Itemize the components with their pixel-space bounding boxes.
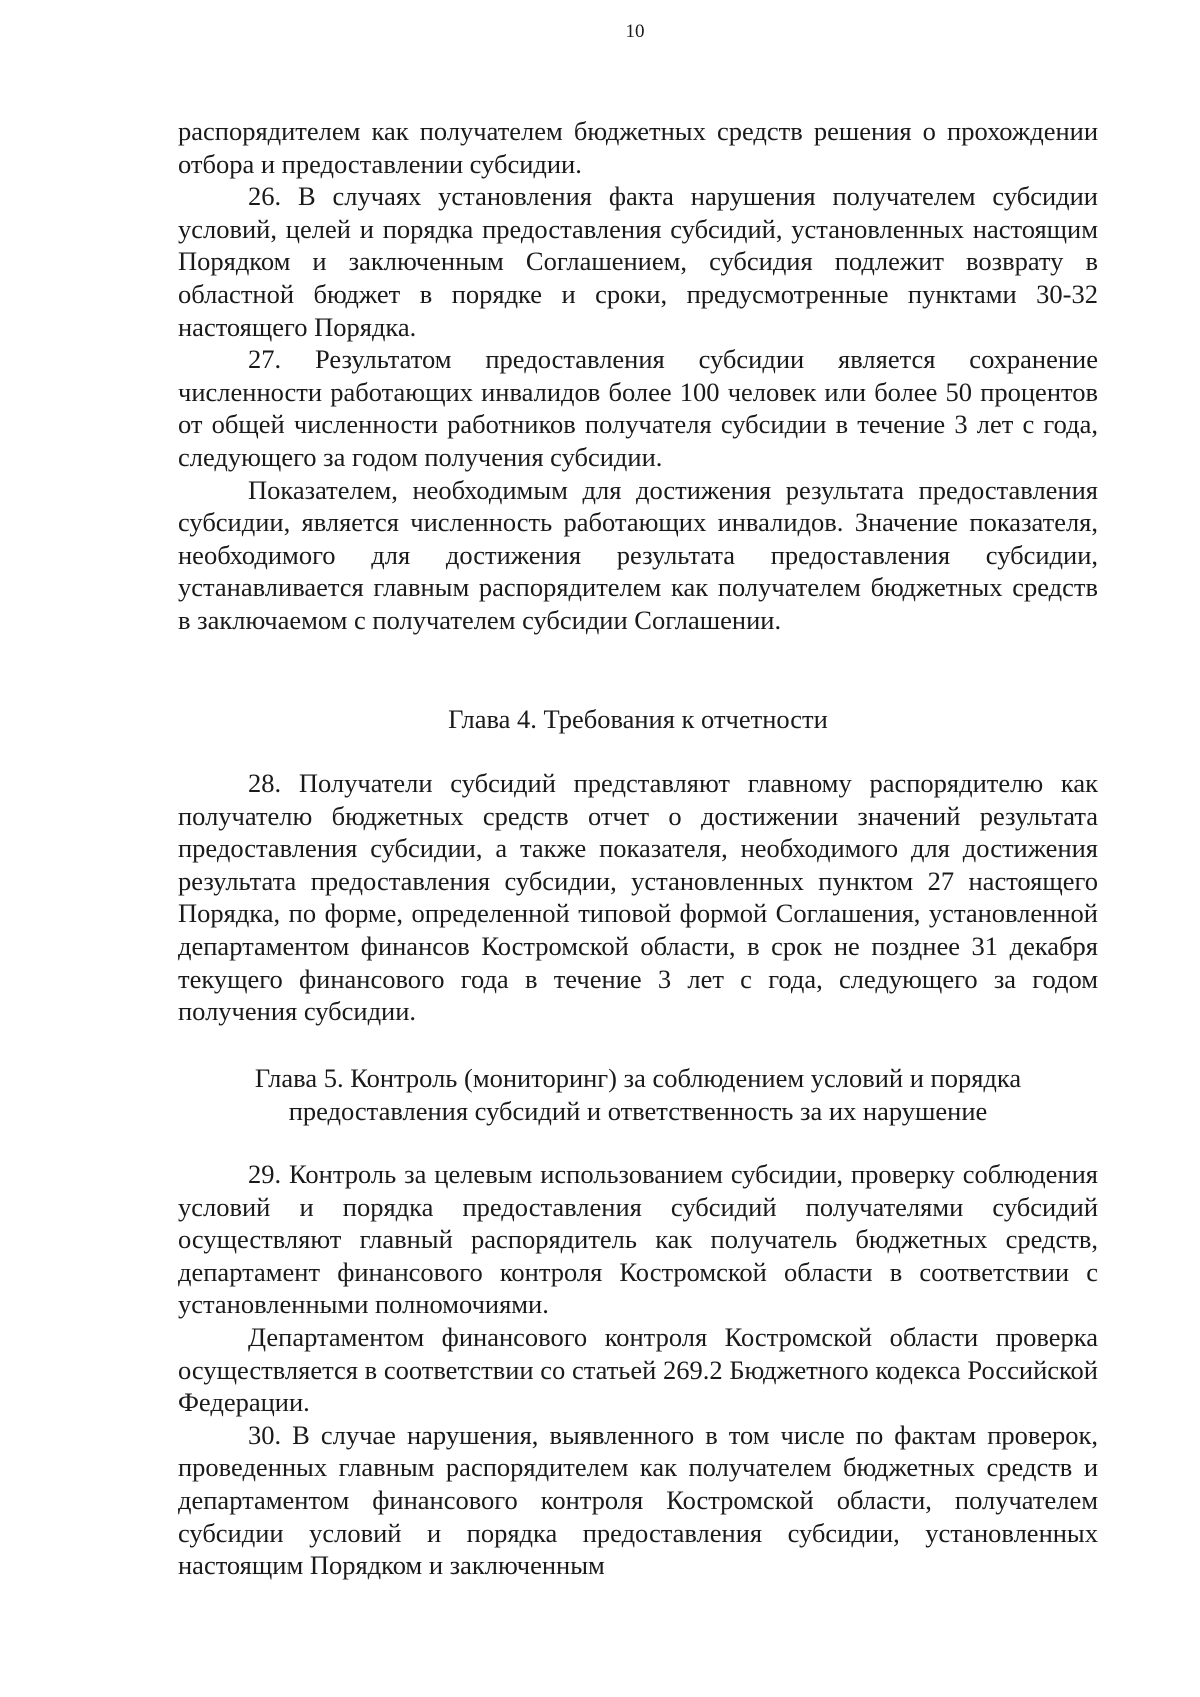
- paragraph-28: 28. Получатели субсидий представляют главному распорядителю как получателю бюджетных средств отчет о достижении значений результата предоставления субсидии, а также показателя, необходимого для достижения результата предоставления субсидии, установленных пунктом 27 настоящего Порядка, по форме, определенной типовой формой Соглашения, установленной департаментом финансов Костромской области, в срок не позднее 31 декабря текущего финансового года в течение 3 лет с года, следующего за годом получения субсидии.: [178, 768, 1098, 1027]
- paragraph-29-department: Департаментом финансового контроля Костромской области проверка осуществляется в соответствии со статьей 269.2 Бюджетного кодекса Российской Федерации.: [178, 1321, 1098, 1418]
- section-intro: [178, 115, 1098, 637]
- chapter-5-heading-line-1: Глава 5. Контроль (мониторинг) за соблюдением условий и порядка: [254, 1063, 1022, 1093]
- paragraph-intro-continuation: распорядителем как получателем бюджетных средств решения о прохождении отбора и предоставлении субсидии.: [178, 116, 1098, 179]
- paragraph-26: 26. В случаях установления факта нарушения получателем субсидии условий, целей и порядка предоставления субсидий, установленных настоящим Порядком и заключенным Соглашением, субсидия подлежит возврату в областной бюджет в порядке и сроки, предусмотренные пунктами 30-32 настоящего Порядка.: [178, 181, 1098, 342]
- section-chapter-5: [178, 1158, 1098, 1582]
- paragraph-27-indicator: Показателем, необходимым для достижения результата предоставления субсидии, является численность работающих инвалидов. Значение показателя, необходимого для достижения результата предоставления субсидии, устанавливается главным распорядителем как получателем бюджетных средств в заключаемом с получателем субсидии Соглашении.: [178, 474, 1098, 635]
- paragraph-27: 27. Результатом предоставления субсидии является сохранение численности работающих инвалидов более 100 человек или более 50 процентов от общей численности работников получателя субсидии в течение 3 лет с года, следующего за годом получения субсидии.: [178, 344, 1098, 472]
- paragraph-30: 30. В случае нарушения, выявленного в том числе по фактам проверок, проведенных главным распорядителем как получателем бюджетных средств и департаментом финансового контроля Костромской области, получателем субсидии условий и порядка предоставления субсидии, установленных настоящим Порядком и заключенным: [178, 1419, 1098, 1581]
- chapter-4-heading: Глава 4. Требования к отчетности: [448, 704, 828, 734]
- paragraph-29: 29. Контроль за целевым использованием субсидии, проверку соблюдения условий и порядка предоставления субсидий получателями субсидий осуществляют главный распорядитель как получатель бюджетных средств, департамент финансового контроля Костромской области в соответствии с установленными полномочиями.: [178, 1159, 1098, 1320]
- section-chapter-4: [178, 767, 1098, 1028]
- page-number: 10: [625, 21, 645, 42]
- chapter-5-heading: [178, 1062, 1098, 1127]
- chapter-5-heading-line-2: предоставления субсидий и ответственность за их нарушение: [288, 1095, 988, 1126]
